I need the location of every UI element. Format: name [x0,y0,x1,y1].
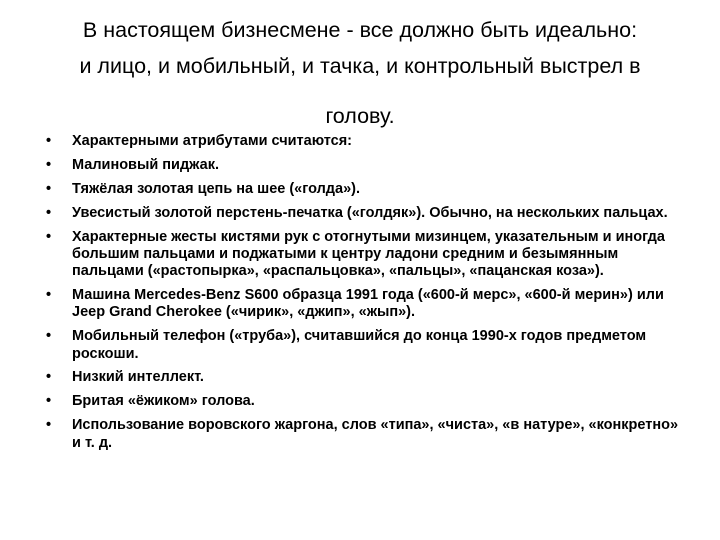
bullet-text: Низкий интеллект. [72,369,204,386]
title-line-1: В настоящем бизнесмене - все должно быть идеально: [82,18,638,42]
bullet-text: Машина Mercedes-Benz S600 образца 1991 года («600-й мерс», «600-й мерин») или Jeep Grand Cherokee («чирик», «джип», «жып»). [72,287,664,321]
slide-title [20,12,700,134]
title-line-3: голову. [325,104,395,128]
bullet-icon: • [46,204,52,221]
bullet-icon: • [46,228,52,245]
bullet-text: Характерными атрибутами считаются: [72,133,352,149]
bullet-icon: • [46,156,52,173]
bullet-item-car [46,287,686,322]
title-line-2: и лицо, и мобильный, и тачка, и контрольный выстрел в [79,54,641,78]
bullet-item-attributes [46,133,686,150]
bullet-list [46,133,686,458]
bullet-item-chain [46,181,686,198]
bullet-item-gestures [46,229,686,281]
bullet-text: Характерные жесты кистями рук с отогнутыми мизинцем, указательным и иногда большим пальцами и поджатыми к центру ладони средним и безымянным пальцами («растопырка», «распальцовка», «пальцы», «пацанская коза»). [72,228,665,280]
bullet-icon: • [46,369,52,386]
bullet-text: Тяжёлая золотая цепь на шее («голда»). [72,180,360,197]
bullet-item-slang [46,417,686,452]
bullet-item-ring [46,205,686,222]
bullet-text: Бритая «ёжиком» голова. [72,393,255,410]
bullet-item-jacket [46,157,686,174]
bullet-text: Малиновый пиджак. [72,156,219,173]
bullet-item-intellect [46,369,686,386]
bullet-text: Увесистый золотой перстень-печатка («голдяк»). Обычно, на нескольких пальцах. [72,204,668,221]
bullet-icon: • [46,287,52,304]
bullet-icon: • [46,180,52,197]
bullet-icon: • [46,417,52,434]
bullet-icon: • [46,328,52,345]
bullet-text: Использование воровского жаргона, слов «типа», «чиста», «в натуре», «конкретно» и т. д. [72,417,679,451]
bullet-item-haircut [46,393,686,410]
bullet-icon: • [46,393,52,410]
bullet-item-phone [46,328,686,363]
bullet-text: Мобильный телефон («труба»), считавшийся до конца 1990-х годов предметом роскоши. [72,328,647,362]
bullet-icon: • [46,133,52,149]
